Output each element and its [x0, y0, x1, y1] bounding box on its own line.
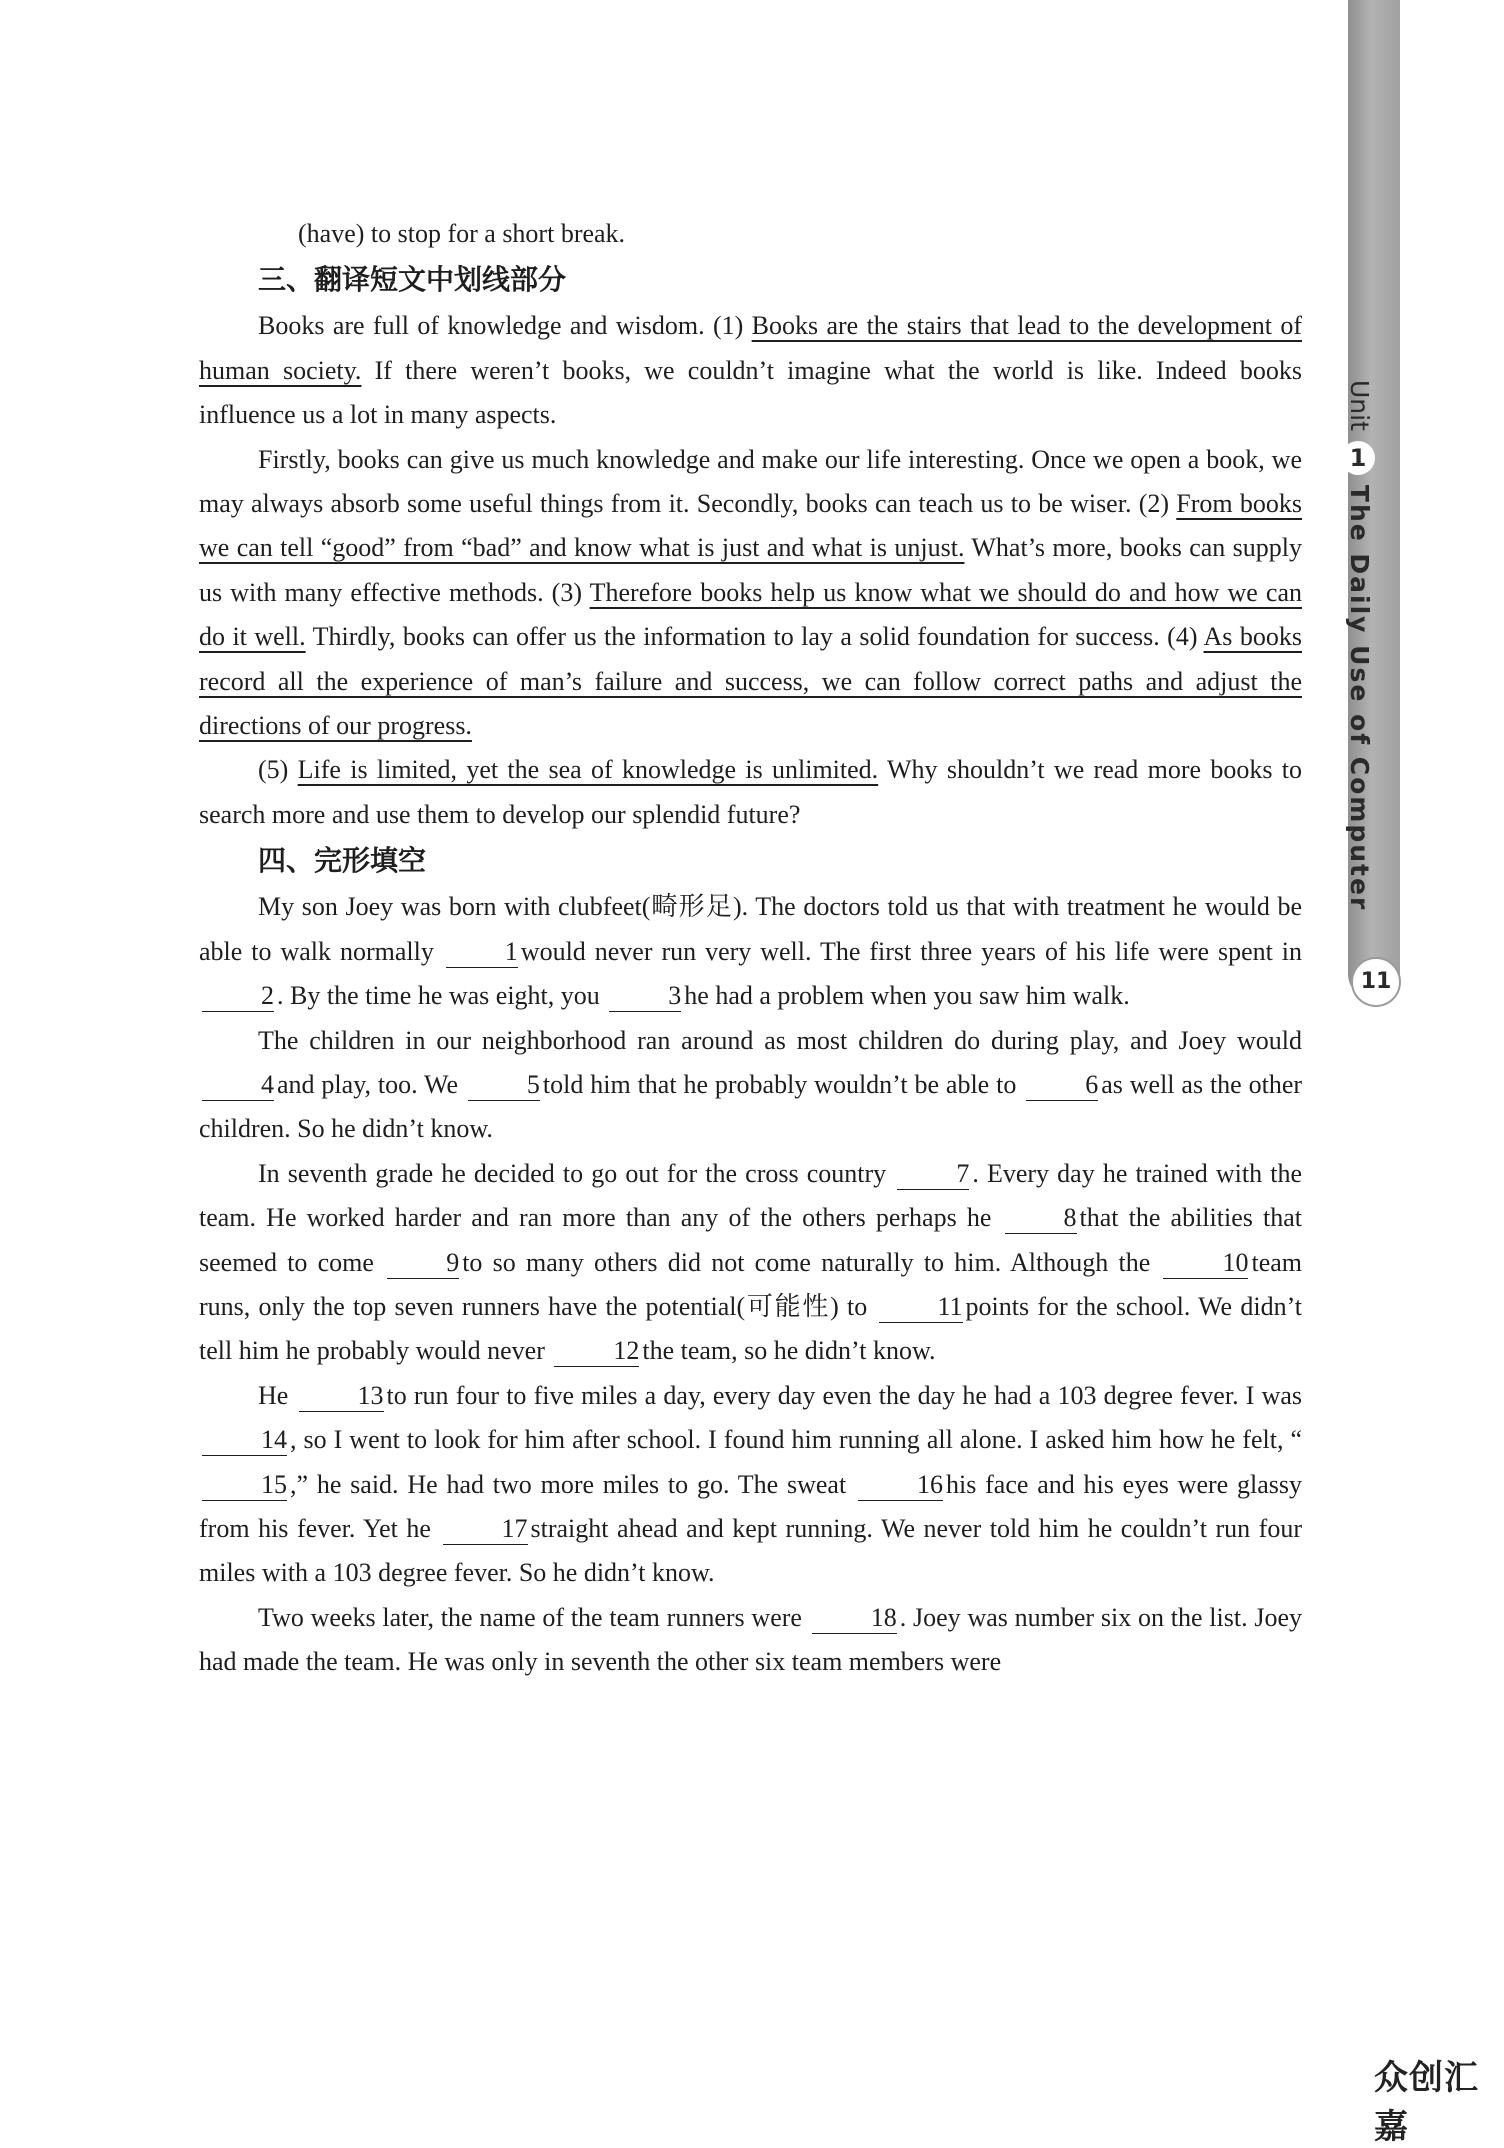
cloze-blank[interactable]: 5	[468, 1070, 540, 1101]
cloze-blank[interactable]: 18	[812, 1603, 897, 1634]
text: to so many others did not come naturally to him. Although the	[462, 1247, 1151, 1277]
cloze-blank[interactable]: 15	[202, 1470, 287, 1501]
underlined-sentence-5: Life is limited, yet the sea of knowledge is unlimited.	[297, 755, 879, 785]
page-number: 11	[1351, 957, 1401, 1007]
cloze-paragraph-5	[199, 1596, 1302, 1685]
underlined-sentence-3: Therefore books help us know what we should do and how we can do it well.	[199, 577, 1302, 652]
text: and play, too. We	[277, 1069, 459, 1099]
text: would never run very well. The first three years of his life were spent in	[520, 936, 1303, 966]
text: the team, so he didn’t know.	[642, 1336, 936, 1366]
text: Why shouldn’t we read more books to search more and use them to develop our splendid future?	[199, 755, 1302, 829]
text: told him that he probably wouldn’t be able to	[542, 1069, 1017, 1099]
cloze-blank[interactable]: 10	[1163, 1248, 1248, 1279]
translation-paragraph-1	[199, 304, 1302, 437]
unit-number-badge: 1	[1341, 441, 1375, 475]
continued-line: (have) to stop for a short break.	[298, 219, 626, 248]
text: he had a problem when you saw him walk.	[684, 981, 1130, 1011]
text: ,” he said. He had two more miles to go. The sweat	[290, 1469, 847, 1499]
text: Two weeks later, the name of the team runners were	[258, 1602, 802, 1632]
text: Books are full of knowledge and wisdom. (1)	[258, 311, 752, 341]
text: My son Joey was born with clubfeet(畸形足). The doctors told us that with treatment he would be able to walk normally	[199, 892, 1302, 966]
cloze-paragraph-4	[199, 1374, 1302, 1596]
unit-word: Unit	[1345, 380, 1374, 431]
text: The children in our neighborhood ran around as most children do during play, and Joey would	[258, 1025, 1302, 1055]
watermark-logo: 众创汇嘉	[1374, 2058, 1479, 2147]
cloze-blank[interactable]: 13	[299, 1381, 384, 1412]
text: his face and his eyes were glassy from his fever. Yet he	[199, 1469, 1302, 1543]
text: Thirdly, books can offer us the information to lay a solid foundation for success. (4)	[305, 622, 1204, 652]
translation-paragraph-3	[199, 748, 1302, 837]
unit-title: The Daily Use of Computer	[1345, 484, 1374, 912]
cloze-blank[interactable]: 2	[202, 981, 274, 1012]
text: He	[258, 1380, 289, 1410]
text: . Every day he trained with the team. He worked harder and ran more than any of the others perhaps he	[199, 1158, 1302, 1233]
underlined-sentence-1: Books are the stairs that lead to the development of human society.	[199, 311, 1302, 385]
text: In seventh grade he decided to go out for the cross country	[258, 1158, 887, 1188]
cloze-blank[interactable]: 6	[1026, 1070, 1098, 1101]
text: (5)	[258, 755, 298, 785]
text: If there weren’t books, we couldn’t imagine what the world is like. Indeed books influence us a lot in many aspects.	[199, 355, 1302, 430]
translation-paragraph-2	[199, 438, 1302, 749]
cloze-blank[interactable]: 8	[1005, 1203, 1077, 1234]
cloze-blank[interactable]: 3	[609, 981, 681, 1012]
text: as well as the other children. So he didn’t know.	[199, 1069, 1303, 1144]
cloze-blank[interactable]: 7	[897, 1159, 969, 1190]
text: team runs, only the top seven runners have the potential(可能性) to	[199, 1247, 1303, 1321]
cloze-blank[interactable]: 14	[202, 1425, 287, 1456]
cloze-blank[interactable]: 4	[202, 1070, 274, 1101]
text: . Joey was number six on the list. Joey had made the team. He was only in seventh the other six team members were	[199, 1602, 1303, 1677]
cloze-paragraph-2	[199, 1019, 1302, 1152]
section-4-heading: 四、完形填空	[258, 844, 427, 878]
cloze-blank[interactable]: 9	[387, 1248, 459, 1279]
cloze-blank[interactable]: 12	[554, 1336, 639, 1367]
underlined-sentence-2: From books we can tell “good” from “bad” and know what is just and what is unjust.	[199, 489, 1302, 563]
cloze-blank[interactable]: 16	[858, 1470, 943, 1501]
underlined-sentence-4: As books record all the experience of man’s failure and success, we can follow correct paths and adjust the directions of our progress.	[199, 622, 1302, 741]
cloze-blank[interactable]: 1	[446, 937, 518, 968]
text: points for the school. We didn’t tell him he probably would never	[199, 1291, 1302, 1366]
section-3-heading: 三、翻译短文中划线部分	[258, 263, 567, 297]
text: to run four to five miles a day, every day even the day he had a 103 degree fever. I was	[386, 1380, 1302, 1410]
cloze-blank[interactable]: 17	[443, 1514, 528, 1545]
cloze-paragraph-1	[199, 885, 1302, 1018]
cloze-paragraph-3	[199, 1152, 1302, 1374]
cloze-blank[interactable]: 11	[879, 1292, 963, 1323]
page-content	[199, 212, 1302, 1685]
text: What’s more, books can supply us with many effective methods. (3)	[199, 533, 1302, 607]
text: that the abilities that seemed to come	[199, 1203, 1302, 1277]
text: straight ahead and kept running. We never told him he couldn’t run four miles with a 103 degree fever. So he didn’t know.	[199, 1513, 1303, 1588]
text: Firstly, books can give us much knowledge and make our life interesting. Once we open a book, we may always absorb some useful things from it. Secondly, books can teach us to be wiser. (2)	[199, 444, 1302, 519]
text: . By the time he was eight, you	[277, 981, 600, 1011]
text: , so I went to look for him after school. I found him running all alone. I asked him how he felt, “	[290, 1425, 1302, 1455]
